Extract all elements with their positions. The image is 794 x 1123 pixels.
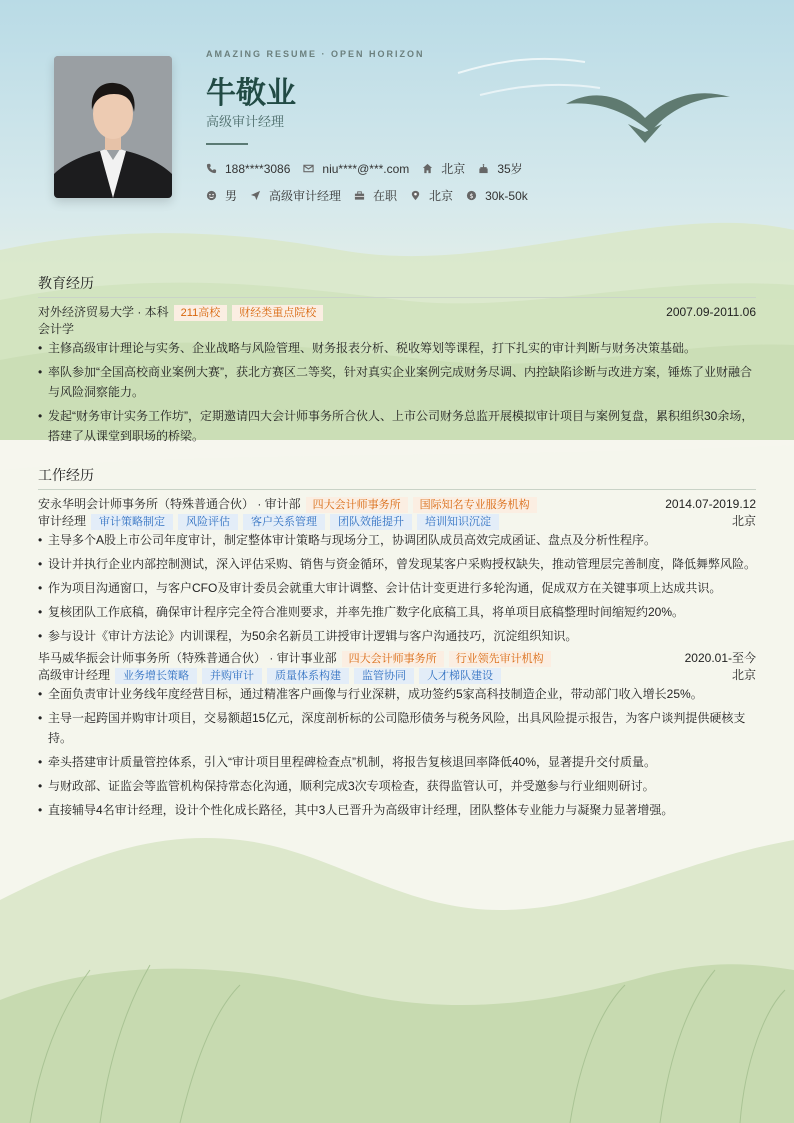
title-divider bbox=[206, 143, 248, 145]
employment-status-text: 在职 bbox=[373, 189, 398, 203]
salary-item bbox=[466, 189, 528, 203]
skill-tag: 并购审计 bbox=[202, 668, 262, 684]
school-tag: 财经类重点院校 bbox=[232, 305, 323, 321]
job-role-line bbox=[38, 513, 756, 530]
skill-tag: 审计策略制定 bbox=[91, 514, 173, 530]
cake-icon bbox=[478, 163, 489, 174]
education-heading: 教育经历 bbox=[38, 273, 756, 298]
skill-tag: 团队效能提升 bbox=[330, 514, 412, 530]
target-city-text: 北京 bbox=[429, 189, 454, 203]
job-role: 审计经理 bbox=[38, 514, 87, 528]
job-bullet: • 复核团队工作底稿，确保审计程序完全符合准则要求，并率先推广数字化底稿工具，将单项目底稿整理时间缩短约20%。 bbox=[38, 602, 756, 622]
job-bullet: • 参与设计《审计方法论》内训课程，为50余名新员工讲授审计逻辑与客户沟通技巧，沉淀组织知识。 bbox=[38, 626, 756, 646]
company-tag: 四大会计师事务所 bbox=[342, 651, 444, 667]
education-school-line bbox=[38, 304, 756, 321]
education-date: 2007.09-2011.06 bbox=[666, 305, 756, 319]
resume-header bbox=[0, 0, 794, 240]
job-location: 北京 bbox=[731, 514, 756, 528]
skill-tag: 风险评估 bbox=[178, 514, 238, 530]
job-bullet: • 与财政部、证监会等监管机构保持常态化沟通，顺利完成3次专项检查，获得监管认可，并受邀参与行业细则研讨。 bbox=[38, 776, 756, 796]
job-bullets bbox=[38, 530, 756, 646]
send-icon bbox=[250, 190, 261, 201]
job-bullets bbox=[38, 684, 756, 820]
job-bullet: • 作为项目沟通窗口，与客户CFO及审计委员会就重大审计调整、会计估计变更进行多轮沟通，促成双方在关键事项上达成共识。 bbox=[38, 578, 756, 598]
work-heading: 工作经历 bbox=[38, 465, 756, 490]
education-major-line bbox=[38, 321, 756, 338]
education-section bbox=[38, 273, 756, 450]
job-entry bbox=[38, 496, 756, 646]
profile-photo bbox=[54, 56, 172, 198]
salary-text: 30k-50k bbox=[485, 188, 528, 203]
location-pin-icon bbox=[410, 190, 421, 201]
target-position-item bbox=[250, 187, 341, 204]
phone-text: 188****3086 bbox=[225, 161, 291, 176]
school-tag: 211高校 bbox=[174, 305, 228, 321]
job-date: 2014.07-2019.12 bbox=[665, 497, 756, 511]
briefcase-icon bbox=[354, 190, 365, 201]
target-position-text: 高级审计经理 bbox=[269, 189, 342, 203]
profile-info-row bbox=[206, 187, 541, 204]
age-item bbox=[478, 160, 522, 177]
job-company: 安永华明会计师事务所（特殊普通合伙） · 审计部 bbox=[38, 497, 301, 511]
skill-tag: 人才梯队建设 bbox=[419, 668, 501, 684]
job-role: 高级审计经理 bbox=[38, 668, 111, 682]
job-bullet: • 主导一起跨国并购审计项目，交易额超15亿元，深度剖析标的公司隐形债务与税务风险，出具风险提示报告，为客户谈判提供硬核支持。 bbox=[38, 708, 756, 748]
phone-icon bbox=[206, 163, 217, 174]
company-tag: 国际知名专业服务机构 bbox=[413, 497, 537, 513]
phone-item[interactable] bbox=[206, 162, 290, 176]
candidate-name: 牛敬业 bbox=[206, 76, 296, 111]
education-bullet: • 主修高级审计理论与实务、企业战略与风险管理、财务报表分析、税收筹划等课程，打下扎实的审计判断与财务决策基础。 bbox=[38, 338, 756, 358]
employment-status-item bbox=[354, 187, 397, 204]
home-icon bbox=[422, 163, 433, 174]
candidate-title: 高级审计经理 bbox=[206, 114, 285, 129]
job-bullet: • 设计并执行企业内部控制测试，深入评估采购、销售与资金循环，曾发现某客户采购授权缺失，推动管理层完善制度，降低舞弊风险。 bbox=[38, 554, 756, 574]
svg-text:$: $ bbox=[469, 191, 474, 200]
education-bullet: • 率队参加“全国高校商业案例大赛”，获北方赛区二等奖，针对真实企业案例完成财务尽调、内控缺陷诊断与改进方案，锤炼了业财融合与风险洞察能力。 bbox=[38, 362, 756, 402]
job-bullet: • 直接辅导4名审计经理，设计个性化成长路径，其中3人已晋升为高级审计经理，团队整体专业能力与凝聚力显著增强。 bbox=[38, 800, 756, 820]
job-company-line bbox=[38, 496, 756, 513]
job-bullet: • 全面负责审计业务线年度经营目标，通过精准客户画像与行业深耕，成功签约5家高科技制造企业，带动部门收入增长25%。 bbox=[38, 684, 756, 704]
job-date: 2020.01-至今 bbox=[684, 651, 756, 665]
resume-tagline: AMAZING RESUME · OPEN HORIZON bbox=[206, 49, 425, 59]
gender-icon bbox=[206, 190, 217, 201]
school-name: 对外经济贸易大学 · 本科 bbox=[38, 305, 169, 319]
job-role-line bbox=[38, 667, 756, 684]
education-bullet: • 发起“财务审计实务工作坊”，定期邀请四大会计师事务所合伙人、上市公司财务总监开展模拟审计项目与案例复盘，累积组织30余场，搭建了从课堂到职场的桥梁。 bbox=[38, 406, 756, 446]
job-company: 毕马威华振会计师事务所（特殊普通合伙） · 审计事业部 bbox=[38, 651, 337, 665]
mail-icon bbox=[303, 163, 314, 174]
salary-icon bbox=[466, 190, 477, 201]
age-text: 35岁 bbox=[497, 162, 523, 176]
job-bullet: • 牵头搭建审计质量管控体系，引入“审计项目里程碑检查点”机制，将报告复核退回率降低40%，显著提升交付质量。 bbox=[38, 752, 756, 772]
email-text: niu****@***.com bbox=[322, 161, 410, 176]
skill-tag: 业务增长策略 bbox=[115, 668, 197, 684]
home-item bbox=[422, 160, 465, 177]
target-city-item bbox=[410, 187, 453, 204]
gender-text: 男 bbox=[225, 189, 238, 203]
contact-info-row bbox=[206, 160, 536, 177]
company-tag: 四大会计师事务所 bbox=[306, 497, 408, 513]
job-entry bbox=[38, 650, 756, 820]
skill-tag: 客户关系管理 bbox=[243, 514, 325, 530]
work-section bbox=[38, 465, 756, 824]
job-location: 北京 bbox=[731, 668, 756, 682]
job-bullet: • 主导多个A股上市公司年度审计，制定整体审计策略与现场分工，协调团队成员高效完成函证、盘点及分析性程序。 bbox=[38, 530, 756, 550]
email-item[interactable] bbox=[303, 162, 409, 176]
skill-tag: 质量体系构建 bbox=[267, 668, 349, 684]
company-tag: 行业领先审计机构 bbox=[449, 651, 551, 667]
education-major: 会计学 bbox=[38, 322, 75, 336]
gender-item bbox=[206, 187, 237, 204]
skill-tag: 监管协同 bbox=[354, 668, 414, 684]
home-text: 北京 bbox=[441, 162, 466, 176]
education-bullets bbox=[38, 338, 756, 446]
job-company-line bbox=[38, 650, 756, 667]
skill-tag: 培训知识沉淀 bbox=[417, 514, 499, 530]
